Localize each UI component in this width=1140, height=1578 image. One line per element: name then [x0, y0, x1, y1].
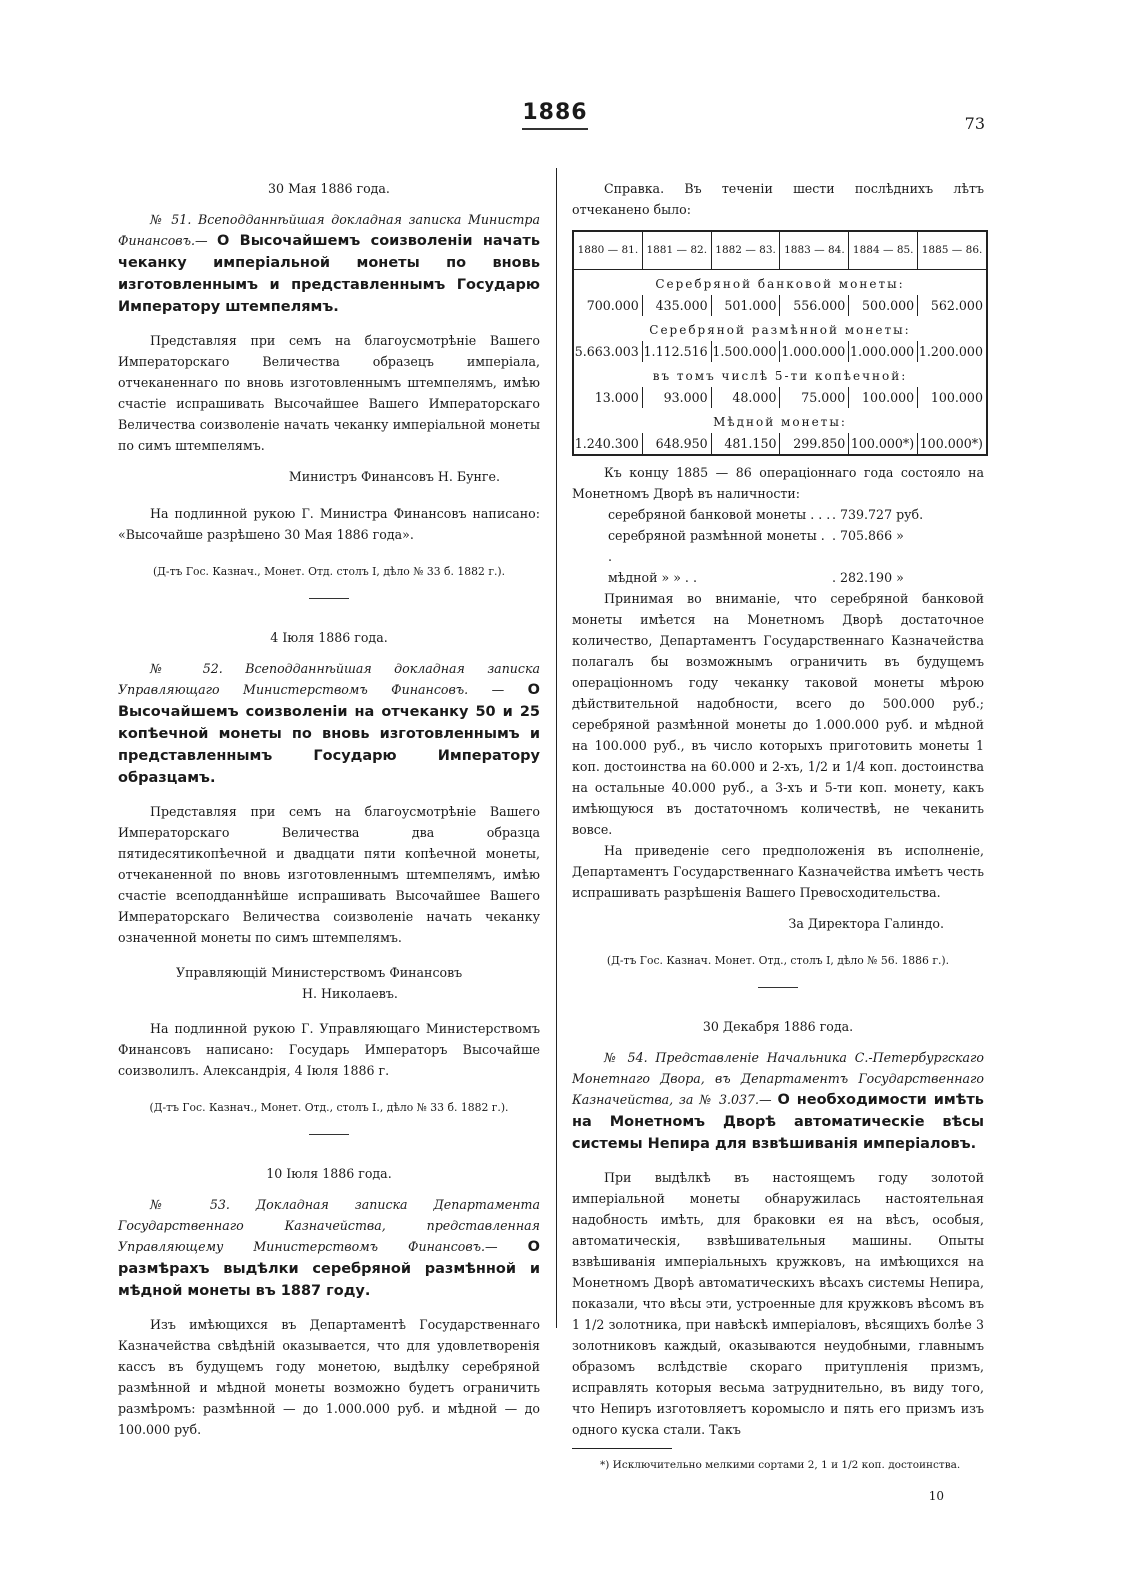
document-heading: О Высочайшемъ соизволеніи начать чеканку имперіальной монеты по вновь изготовленнымъ и представленнымъ Государю Императору штемпелямъ.: [118, 233, 540, 315]
table-year-header: 1885 — 86.: [918, 232, 986, 270]
table-group-label: Мѣдной монеты:: [713, 415, 847, 429]
document-date: 30 Мая 1886 года.: [268, 181, 390, 196]
document-body: Представляя при семъ на благоусмотрѣніе Вашего Императорскаго Величества два образца пятидесятикопѣечной и двадцати пяти копѣечной монеты, отчеканенной по вновь изготовленнымъ штемпелямъ, имѣю счастіе всеподданнѣйше испрашивать Высочайшее Вашего Императорскаго Величества соизволеніе начать чеканку означенной монеты по симъ штемпелямъ.: [118, 804, 540, 945]
document-54: [572, 1016, 984, 1440]
document-heading: О размѣрахъ выдѣлки серебряной размѣнной и мѣдной монеты въ 1887 году.: [118, 1239, 540, 1299]
table-year-header: 1880 — 81.: [574, 232, 643, 270]
section-separator: [309, 598, 349, 599]
document-date: 4 Іюля 1886 года.: [270, 630, 388, 645]
resolution-note: На подлинной рукою Г. Министра Финансовъ написано: «Высочайше разрѣшено 30 Мая 1886 года».: [118, 506, 540, 542]
right-column: [572, 178, 984, 1507]
running-year: 1886: [522, 100, 588, 125]
document-intro: [118, 209, 540, 318]
table-cell: 481.150: [712, 433, 781, 454]
table-cell: 100.000*): [919, 436, 983, 451]
table-cell: 1.240.300: [574, 433, 643, 454]
stock-row: [608, 525, 984, 567]
document-body: При выдѣлкѣ въ настоящемъ году золотой имперіальной монеты обнаружилась настоятельная надобность имѣть, для браковки ея на вѣсъ, особыя, автоматическія, взвѣшивательныя машины. Опыты взвѣшиванія имперіальныхъ кружковъ, на имѣющихся на Монетномъ Дворѣ автоматическихъ вѣсахъ системы Непира, показали, что вѣсы эти, устроенные для кружковъ вѣсомъ въ 1 1/2 золотника, при навѣскѣ имперіаловъ, вѣсящихъ болѣе 3 золотниковъ каждый, оказываются неудобными, главнымъ образомъ вслѣдствіе скораго притупленія призмъ, исправлять которыя весьма затруднительно, въ виду того, что Непиръ изготовляетъ коромысло и пять его призмъ изъ одного куска стали. Такъ: [572, 1170, 984, 1437]
signature-name: Н. Николаевъ.: [302, 986, 398, 1001]
table-cell: 500.000: [849, 295, 918, 316]
table-cell: 100.000: [930, 390, 983, 405]
signature: За Директора Галиндо.: [788, 916, 944, 931]
table-year-header: 1884 — 85.: [849, 232, 918, 270]
section-separator: [309, 1134, 349, 1135]
footnote: *) Исключительно мелкими сортами 2, 1 и 1/2 коп. достоинства.: [600, 1459, 961, 1471]
archive-source: (Д-тъ Гос. Казнач., Монет. Отд. столъ I, дѣло № 33 б. 1882 г.).: [152, 565, 506, 578]
table-group-label: Серебряной банковой монеты:: [655, 277, 905, 291]
request-paragraph: На приведеніе сего предположенія въ исполненіе, Департаментъ Государственнаго Казначейства имѣетъ честь испрашивать разрѣшенія Вашего Превосходительства.: [572, 843, 984, 900]
document-title: № 52. Всеподданнѣйшая докладная записка Управляющаго Министерствомъ Финансовъ. —: [118, 661, 540, 697]
page-header: [0, 100, 1140, 140]
resolution-note: На подлинной рукою Г. Управляющаго Министерствомъ Финансовъ написано: Государь Императоръ Высочайше соизволилъ. Александрія, 4 Іюля 1886 г.: [118, 1021, 540, 1078]
table-cell: 100.000: [849, 387, 918, 408]
sheet-mark: 10: [928, 1489, 944, 1503]
table-year-header: 1883 — 84.: [780, 232, 849, 270]
archive-source: (Д-тъ Гос. Казнач., Монет. Отд., столъ I., дѣло № 33 б. 1882 г.).: [149, 1101, 509, 1114]
table-cell: 700.000: [574, 295, 643, 316]
document-body: Представляя при семъ на благоусмотрѣніе Вашего Императорскаго Величества образецъ имперіала, отчеканеннаго по вновь изготовленнымъ штемпелямъ, имѣю счастіе испрашивать Высочайшее Вашего Императорскаго Величества соизволеніе начать чеканку имперіальной монеты по симъ штемпелямъ.: [118, 333, 540, 453]
signature-title: Управляющій Министерствомъ Финансовъ: [176, 965, 463, 980]
table-cell: 648.950: [643, 433, 712, 454]
stock-intro: Къ концу 1885 — 86 операціоннаго года состояло на Монетномъ Дворѣ въ наличности:: [572, 465, 984, 501]
table-row: [574, 387, 986, 408]
table-cell: 1.000.000: [780, 341, 849, 362]
table-cell: 501.000: [712, 295, 781, 316]
year-underline: [522, 128, 588, 130]
document-51: [118, 178, 540, 599]
stock-value: . 705.866 »: [832, 528, 904, 543]
table-year-header: 1882 — 83.: [712, 232, 781, 270]
footnote-rule: [572, 1448, 672, 1449]
table-cell: 1.200.000: [918, 344, 983, 359]
section-separator: [758, 987, 798, 988]
document-intro: [118, 658, 540, 789]
document-title: № 53. Докладная записка Департамента Государственнаго Казначейства, представленная Управляющему Министерствомъ Финансовъ.—: [118, 1197, 540, 1254]
stock-name: серебряной размѣнной монеты . .: [608, 528, 825, 564]
left-column: [118, 178, 540, 1440]
document-53: [118, 1163, 540, 1440]
table-cell: 1.000.000: [849, 341, 918, 362]
archive-source: (Д-тъ Гос. Казнач. Монет. Отд., столъ I, дѣло № 56. 1886 г.).: [606, 954, 950, 967]
table-cell: 299.850: [780, 433, 849, 454]
table-row: [574, 433, 986, 454]
stock-row: [608, 567, 984, 588]
table-cell: 562.000: [930, 298, 983, 313]
reference-note: Справка. Въ теченіи шести послѣднихъ лѣтъ отчеканено было:: [572, 181, 984, 217]
table-row: [574, 295, 986, 316]
document-intro: [118, 1194, 540, 1302]
table-cell: 1.500.000: [712, 341, 781, 362]
table-cell: 100.000*): [849, 433, 918, 454]
stock-value: . 282.190 »: [832, 570, 904, 585]
table-cell: 75.000: [780, 387, 849, 408]
table-cell: 48.000: [712, 387, 781, 408]
table-cell: 435.000: [643, 295, 712, 316]
table-cell: 556.000: [780, 295, 849, 316]
page-number: 73: [964, 114, 985, 133]
stock-name: серебряной банковой монеты . . .: [608, 507, 831, 522]
document-body: Изъ имѣющихся въ Департаментѣ Государственнаго Казначейства свѣдѣній оказывается, что для удовлетворенія кассъ въ будущемъ году монетою, выдѣлку серебряной размѣнной и мѣдной монеты возможно будетъ ограничить размѣромъ: размѣнной — до 1.000.000 руб. и мѣдной — до 100.000 руб.: [118, 1317, 540, 1437]
stock-value: . 739.727 руб.: [832, 507, 924, 522]
document-heading: О Высочайшемъ соизволеніи на отчеканку 50 и 25 копѣечной монеты по вновь изготовленнымъ и представленнымъ Государю Императору образцамъ.: [118, 682, 540, 786]
table-row: [574, 341, 986, 362]
document-title: № 54. Представленіе Начальника С.-Петербургскаго Монетнаго Двора, въ Департаментъ Государственнаго Казначейства, за № 3.037.—: [572, 1050, 984, 1107]
document-intro: [572, 1047, 984, 1155]
table-cell: 93.000: [643, 387, 712, 408]
signature: Министръ Финансовъ Н. Бунге.: [288, 469, 500, 484]
table-year-header: 1881 — 82.: [643, 232, 712, 270]
document-date: 10 Іюля 1886 года.: [266, 1166, 392, 1181]
document-52: [118, 627, 540, 1135]
column-divider: [556, 168, 557, 1328]
table-cell: 13.000: [574, 387, 643, 408]
document-title: № 51. Всеподданнѣйшая докладная записка Министра Финансовъ.—: [118, 212, 540, 248]
table-cell: 5.663.003: [574, 341, 643, 362]
table-group-label: въ томъ числѣ 5-ти копѣечной:: [652, 369, 908, 383]
document-date: 30 Декабря 1886 года.: [702, 1019, 854, 1034]
proposal-paragraph: Принимая во вниманіе, что серебряной банковой монеты имѣется на Монетномъ Дворѣ достаточное количество, Департаментъ Государственнаго Казначейства полагалъ бы возможнымъ ограничить въ будущемъ операціонномъ году чеканку таковой монеты мѣрою дѣйствительной надобности, всего до 500.000 руб.; серебряной размѣнной монеты до 1.000.000 руб. и мѣдной на 100.000 руб., въ число которыхъ приготовить монеты 1 коп. достоинства на 60.000 и 2-хъ, 1/2 и 1/4 коп. достоинства на остальные 40.000 руб., а 3-хъ и 5-ти коп. монету, какъ имѣющуюся въ достаточномъ количествѣ, не чеканить вовсе.: [572, 591, 984, 837]
table-cell: 1.112.516: [643, 341, 712, 362]
minting-table: [572, 230, 988, 456]
table-header-row: [574, 232, 986, 270]
table-group-label: Серебряной размѣнной монеты:: [649, 323, 911, 337]
document-heading: О необходимости имѣть на Монетномъ Дворѣ автоматическіе вѣсы системы Непира для взвѣшиванія имперіаловъ.: [572, 1092, 984, 1152]
stock-name: мѣдной » » . .: [608, 570, 697, 585]
stock-row: [608, 504, 984, 525]
